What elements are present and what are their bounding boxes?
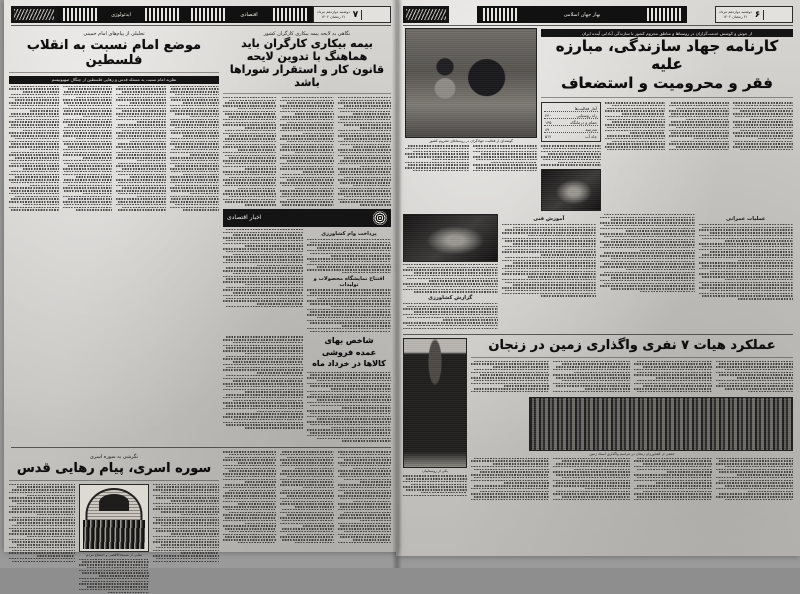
- right-date-line1: دوشنبه دوازدهم مرداد: [719, 9, 752, 14]
- econ-news-box-title: اخبار اقتصادی: [227, 214, 262, 222]
- left-ideology-strip: [57, 6, 185, 23]
- stats-row-value: ۸۹: [545, 126, 550, 132]
- left-date-line2: ۲۱ رمضان ۱۴۰۲: [321, 14, 346, 19]
- barcode-stripes-right: [145, 8, 179, 21]
- stats-title: آمار فعالیت‌ها: [574, 105, 597, 111]
- left-econ-headline-1: بیمه بیکاری کارگران باید: [241, 37, 373, 50]
- left-masthead: [11, 6, 391, 23]
- page-gutter-shadow: [392, 0, 402, 568]
- barcode-stripes-left: [191, 8, 225, 21]
- right-second-photo-caption: جمعی از کشاورزان زنجان در مراسم واگذاری اسناد زمین: [589, 451, 675, 456]
- left-brand-logo: [11, 6, 57, 23]
- left-date-line1: دوشنبه دوازدهم مرداد: [317, 9, 350, 14]
- right-lead-headline-2: فقر و محرومیت و استضعاف: [561, 74, 773, 93]
- left-ideology-headline: موضع امام نسبت به انقلاب فلسطین: [26, 38, 202, 69]
- right-section-label: بهار جهان اسلامی: [558, 12, 607, 18]
- right-brand-logo: [403, 6, 449, 23]
- stats-row-value: ۲۴۰: [545, 112, 552, 118]
- right-page-number: ۶: [755, 10, 765, 20]
- stats-row-label: راه روستایی: [576, 112, 597, 118]
- left-econ-headline-3: قانون کار و استقرار شوراها باشد: [229, 62, 385, 89]
- right-portrait-photo: [403, 338, 467, 468]
- right-mid-photo: [403, 214, 498, 262]
- right-dateline: [715, 6, 793, 23]
- quds-headline: سوره اسری، پیام رهایی قدس: [16, 461, 212, 477]
- quds-illustration: [79, 484, 149, 552]
- right-lead-headline-1: کارنامه جهاد سازندگی، مبارزه علیه: [555, 37, 779, 73]
- right-portrait-caption: یکی از روستاییان: [422, 469, 448, 474]
- barcode-stripes-right: [647, 8, 681, 21]
- left-page: [4, 0, 398, 557]
- right-lead-photo-caption: گوشه‌ای از فعالیت جهادگران در روستاهای محروم کشور: [429, 139, 513, 143]
- right-masthead: [403, 6, 793, 23]
- right-section-strip: [477, 6, 687, 23]
- stats-row-label: مدرسه: [585, 126, 597, 132]
- stats-row-label: چاه آب: [585, 133, 597, 139]
- right-second-headline: عملکرد هیات ۷ نفری واگذاری زمین در زنجان: [488, 338, 776, 354]
- stats-row-value: ۵۱۲: [545, 133, 552, 139]
- right-subheading-3: گزارش کشاورزی: [428, 295, 473, 302]
- barcode-stripes-left: [63, 8, 97, 21]
- index-heading-2: عمده فروشی: [321, 347, 377, 357]
- right-lead-photo: [405, 28, 537, 138]
- right-page: [396, 0, 800, 556]
- left-dateline: [313, 6, 391, 23]
- left-section-label-ideology: ایدئولوژی: [105, 12, 137, 18]
- quds-kicker: نگرشی به سوره اسری: [89, 454, 139, 461]
- stats-row-label: حمام و درمانگاه: [570, 119, 597, 125]
- spiral-target-icon: [373, 211, 387, 225]
- right-second-photo: [529, 397, 793, 451]
- stats-row-value: ۱۳۵: [545, 119, 552, 125]
- left-page-number: ۷: [353, 10, 363, 20]
- left-page-sheet: [4, 0, 398, 557]
- econ-news-box-header: [223, 209, 391, 227]
- right-small-photo: [541, 169, 601, 211]
- right-page-sheet: [396, 0, 800, 556]
- barcode-stripes-right: [273, 8, 307, 21]
- econ-item-1: پرداخت وام کشاورزی: [321, 231, 377, 238]
- right-subheading-1: عملیات عمرانی: [726, 216, 766, 223]
- right-date-line2: ۲۱ رمضان ۱۴۰۲: [723, 14, 748, 19]
- quds-illustration-caption: نمایی از مسجدالاقصی و اجتماع مردم: [86, 552, 142, 557]
- left-economy-strip: [185, 6, 313, 23]
- econ-item-2: افتتاح نمایشگاه محصولات و تولیدات: [313, 275, 385, 288]
- barcode-stripes-left: [483, 8, 517, 21]
- left-econ-headline-2: هماهنگ با تدوین لایحه: [246, 49, 368, 63]
- right-stats-box: [541, 102, 601, 142]
- left-ideology-kicker: تحلیلی از پیام‌های امام خمینی: [83, 31, 145, 37]
- left-ideology-overline: نظریه امام نسبت به مسئله قدس و رهایی فلسطین از چنگال صهیونیسم: [9, 76, 219, 84]
- dome-shape: [99, 494, 129, 511]
- right-lead-overline: از جوش و کوشش خدمت‌گزاران در روستاها و مناطق محروم کشور تا سازندگی آبادانی آینده ایران: [541, 29, 793, 37]
- crowd-shape: [83, 520, 146, 549]
- index-heading-1: شاخص بهای: [324, 336, 374, 346]
- left-section-label-economy: اقتصادی: [234, 12, 263, 18]
- right-subheading-2: آموزش فنی: [533, 216, 565, 223]
- left-econ-kicker: نگاهی به لایحه بیمه بیکاری کارگران کشور: [263, 31, 351, 37]
- index-heading-3: کالاها در خرداد ماه: [312, 359, 386, 369]
